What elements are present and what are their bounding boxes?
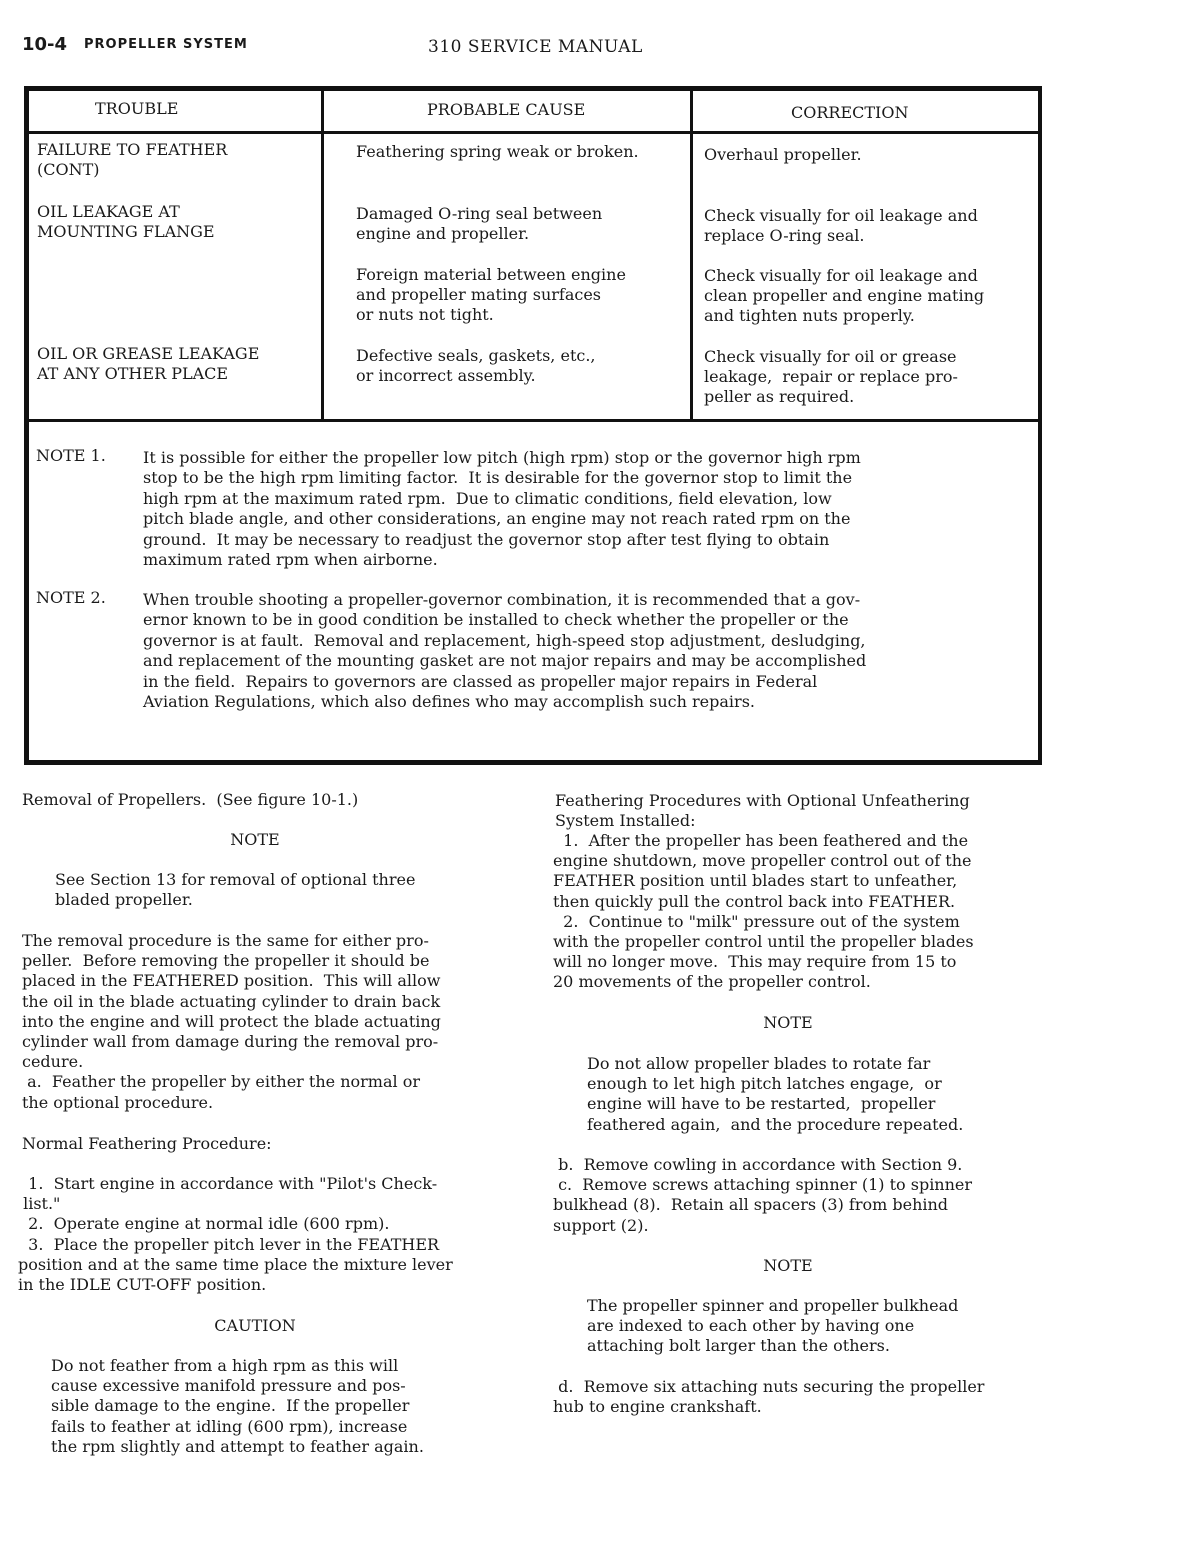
column-header-correction: CORRECTION xyxy=(791,103,909,122)
column-header-probable-cause: PROBABLE CAUSE xyxy=(427,100,586,119)
correction-cell: Check visually for oil leakage and replace O-ring seal. xyxy=(704,206,978,245)
cause-cell: Damaged O-ring seal between engine and propeller. xyxy=(356,204,603,243)
trouble-cell: OIL OR GREASE LEAKAGE AT ANY OTHER PLACE xyxy=(37,344,260,383)
optional-unfeathering-heading: Feathering Procedures with Optional Unfeathering System Installed: xyxy=(555,791,970,831)
correction-cell: Check visually for oil or grease leakage, repair or replace pro- peller as required. xyxy=(704,347,958,406)
page-number: 10-4 xyxy=(22,34,68,55)
correction-cell: Check visually for oil leakage and clean propeller and engine mating and tighten nuts properly. xyxy=(704,266,985,325)
removal-paragraph: The removal procedure is the same for either pro- peller. Before removing the propeller it should be placed in the FEATHERED position. This will allow the oil in the blade actuating cylinder to drain back into the engine and will protect the blade actuating cylinder wall from damage during the removal pro- cedure. a. Feather the propeller by either the normal or the optional procedure. xyxy=(22,931,441,1112)
column-header-trouble: TROUBLE xyxy=(95,99,179,118)
removal-heading: Removal of Propellers. (See figure 10-1.) xyxy=(22,790,359,809)
note-text: See Section 13 for removal of optional three bladed propeller. xyxy=(55,870,416,910)
notes-divider xyxy=(29,419,1038,422)
note-2-label: NOTE 2. xyxy=(36,588,106,607)
normal-feathering-steps: 1. Start engine in accordance with "Pilot's Check- list." 2. Operate engine at normal idle (600 rpm). 3. Place the propeller pitch lever in the FEATHER position and at the same time place the mixture lever in the IDLE CUT-OFF position. xyxy=(18,1174,453,1295)
column-divider xyxy=(690,91,693,421)
optional-unfeathering-steps: 1. After the propeller has been feathered and the engine shutdown, move propeller control out of the FEATHER position until blades start to unfeather, then quickly pull the control back into FEATHER. 2. Continue to "milk" pressure out of the system with the propeller control until the propeller blades will no longer move. This may require from 15 to 20 movements of the propeller control. xyxy=(553,831,974,992)
note-title: NOTE xyxy=(763,1013,813,1032)
normal-feathering-heading: Normal Feathering Procedure: xyxy=(22,1134,272,1153)
removal-step-d: d. Remove six attaching nuts securing the propeller hub to engine crankshaft. xyxy=(553,1377,985,1417)
note-1-label: NOTE 1. xyxy=(36,446,106,465)
correction-cell: Overhaul propeller. xyxy=(704,145,862,164)
note-text: Do not allow propeller blades to rotate far enough to let high pitch latches engage, or engine will have to be restarted, propeller feathered again, and the procedure repeated. xyxy=(587,1054,964,1134)
caution-title: CAUTION xyxy=(214,1316,296,1335)
section-title: PROPELLER SYSTEM xyxy=(84,37,248,52)
note-title: NOTE xyxy=(763,1256,813,1275)
cause-cell: Defective seals, gaskets, etc., or incorrect assembly. xyxy=(356,346,596,385)
column-divider xyxy=(321,91,324,421)
removal-steps-b-c: b. Remove cowling in accordance with Section 9. c. Remove screws attaching spinner (1) to spinner bulkhead (8). Retain all spacers (3) from behind support (2). xyxy=(553,1155,973,1235)
manual-title: 310 SERVICE MANUAL xyxy=(428,37,643,57)
header-divider xyxy=(29,131,1038,134)
note-1-text: It is possible for either the propeller low pitch (high rpm) stop or the governor high rpm stop to be the high rpm limiting factor. It is desirable for the governor stop to limit the high rpm at the maximum rated rpm. Due to climatic conditions, field elevation, low pitch blade angle, and other considerations, an engine may not reach rated rpm on the ground. It may be necessary to readjust the governor stop after test flying to obtain maximum rated rpm when airborne. xyxy=(143,448,861,570)
note-text: The propeller spinner and propeller bulkhead are indexed to each other by having one attaching bolt larger than the others. xyxy=(587,1296,959,1356)
trouble-cell: OIL LEAKAGE AT MOUNTING FLANGE xyxy=(37,202,215,241)
note-title: NOTE xyxy=(230,830,280,849)
trouble-cell: FAILURE TO FEATHER (CONT) xyxy=(37,140,228,179)
note-2-text: When trouble shooting a propeller-governor combination, it is recommended that a gov- ernor known to be in good condition be installed to check whether the propeller or the governor is at fault. Removal and replacement, high-speed stop adjustment, desludging, and replacement of the mounting gasket are not major repairs and may be accomplished in the field. Repairs to governors are classed as propeller major repairs in Federal Aviation Regulations, which also defines who may accomplish such repairs. xyxy=(143,590,867,712)
troubleshooting-table xyxy=(24,86,1042,765)
caution-text: Do not feather from a high rpm as this will cause excessive manifold pressure and pos- sible damage to the engine. If the propeller fails to feather at idling (600 rpm), increase the rpm slightly and attempt to feather again. xyxy=(51,1356,424,1456)
cause-cell: Foreign material between engine and propeller mating surfaces or nuts not tight. xyxy=(356,265,626,324)
cause-cell: Feathering spring weak or broken. xyxy=(356,142,639,161)
